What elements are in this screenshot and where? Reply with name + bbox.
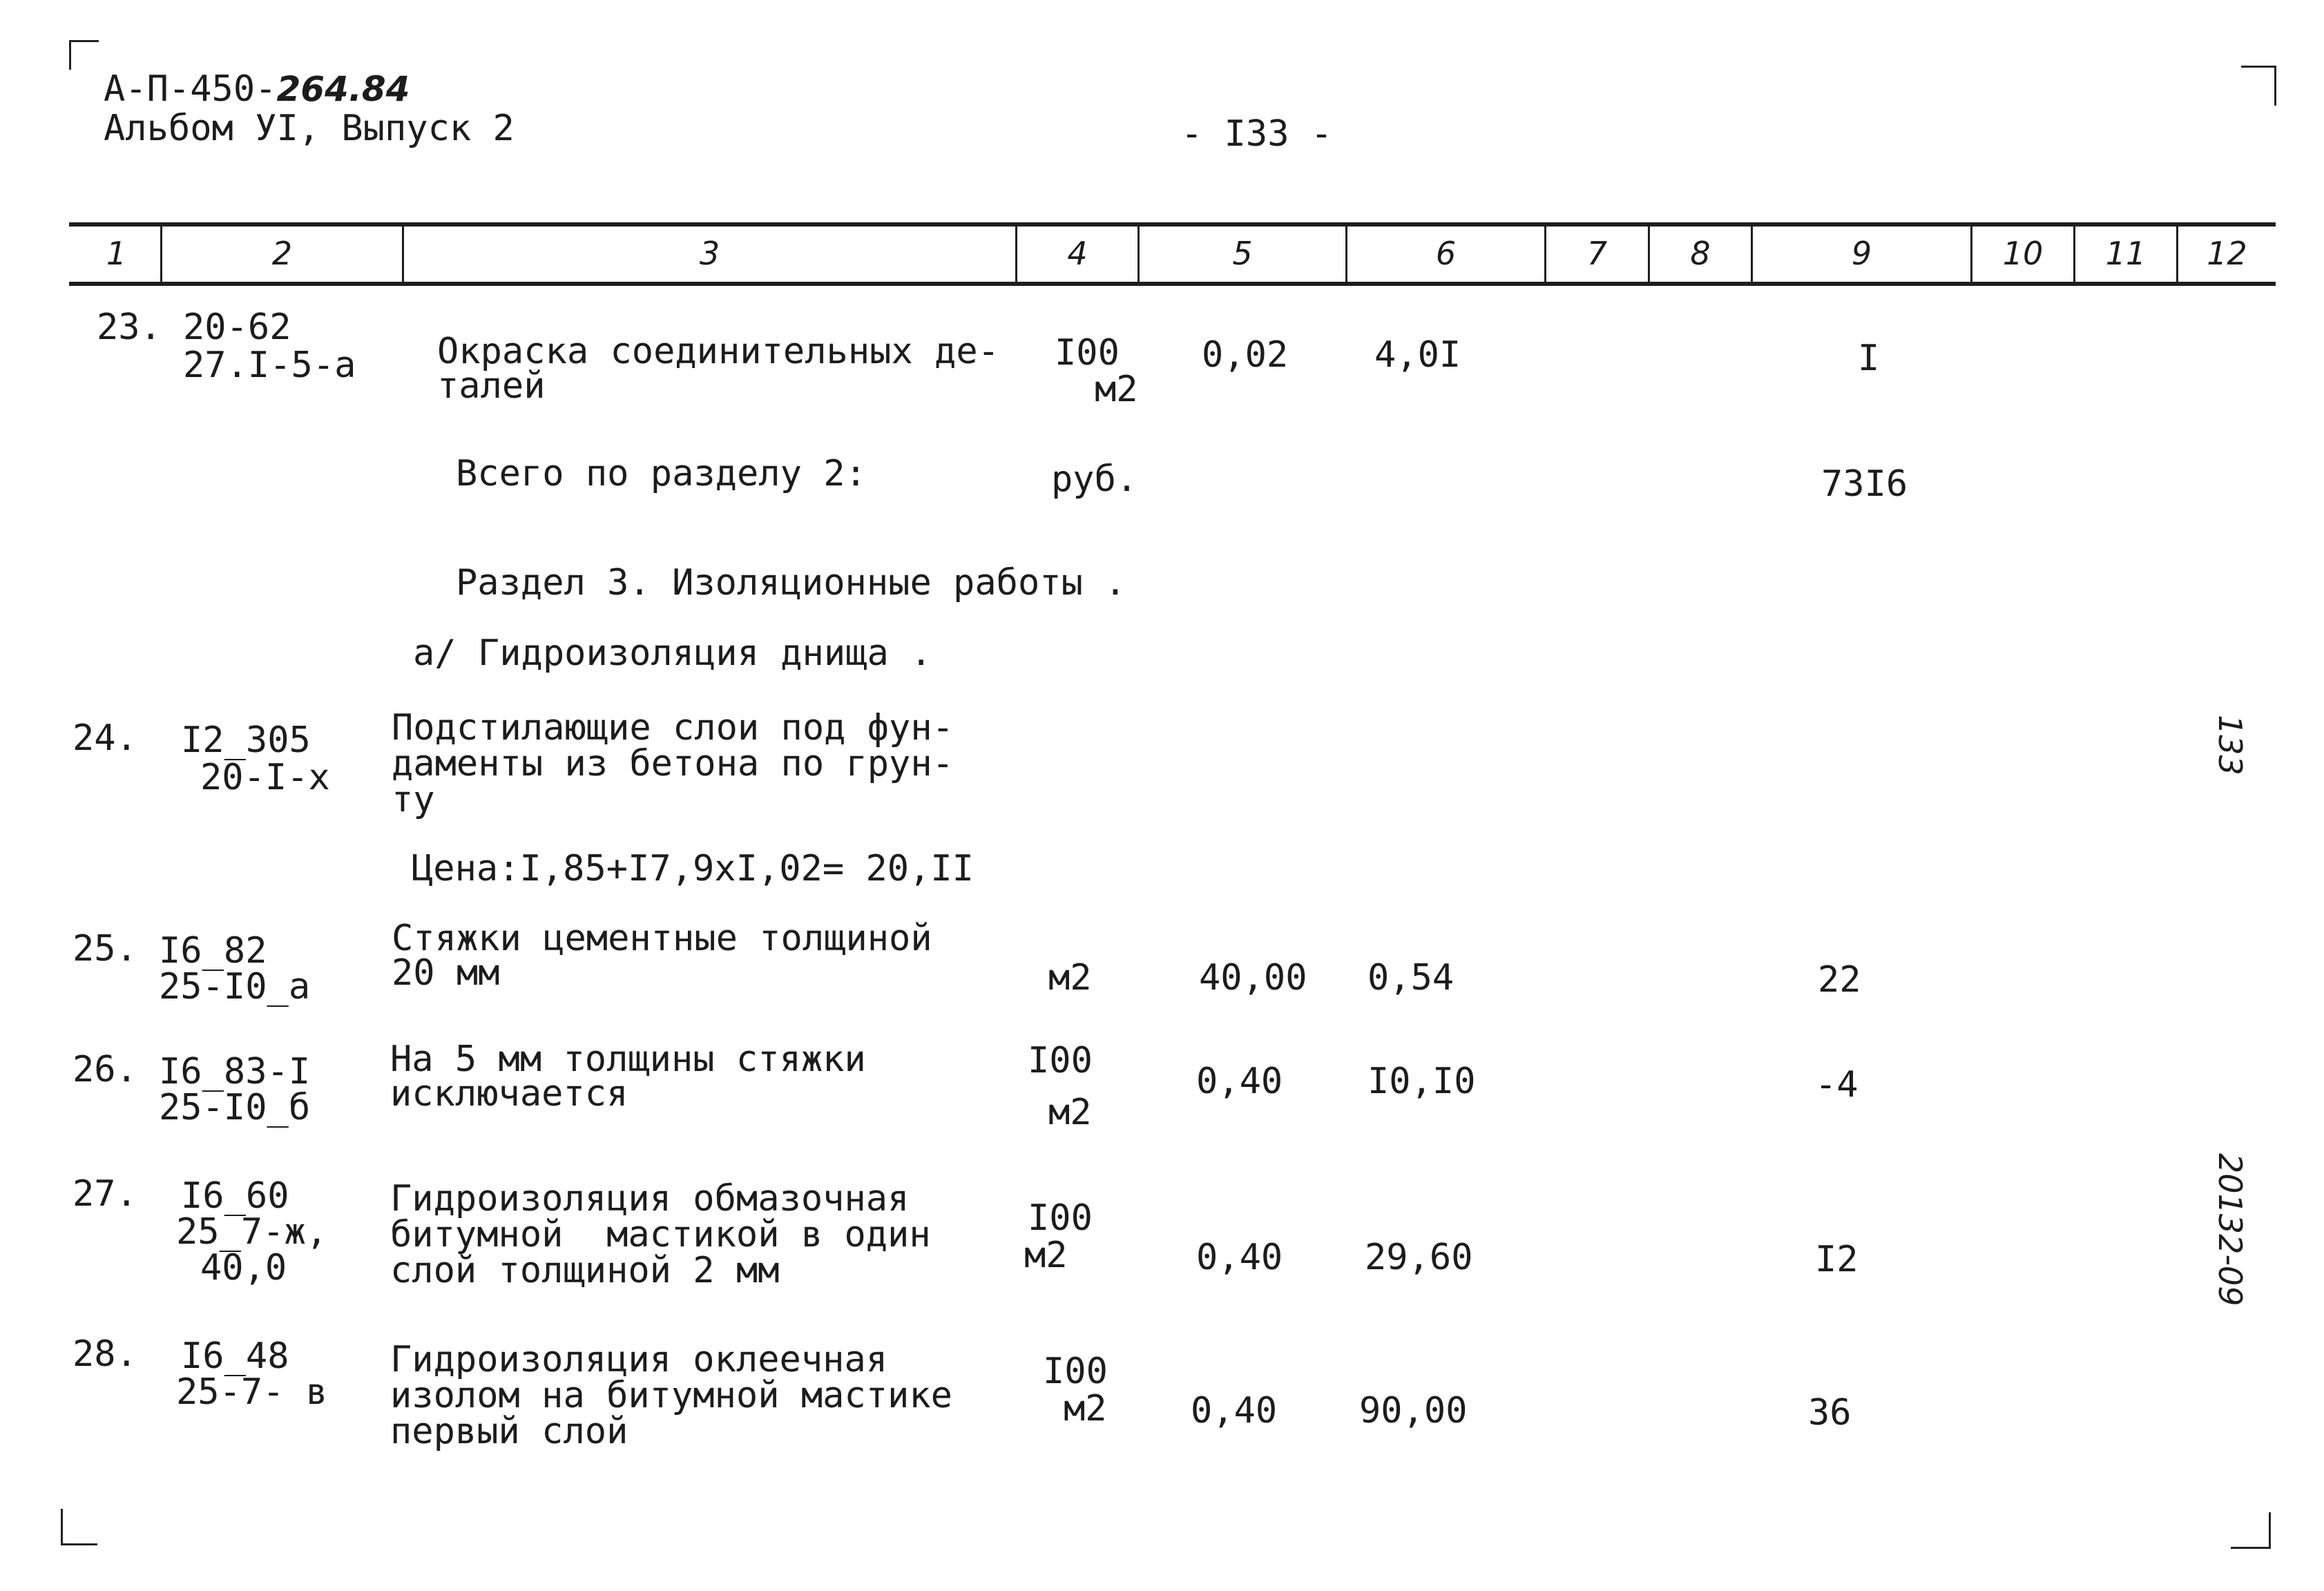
row-value-col5: 40,00 — [1199, 957, 1307, 999]
row-description: битумной мастикой в один — [390, 1214, 931, 1255]
row-code: I6_48 — [181, 1336, 289, 1377]
row-description: изолом на битумной мастике — [390, 1375, 952, 1416]
row-unit: м2 — [1048, 957, 1092, 999]
price-formula: Цена:I,85+I7,9хI,02= 20,II — [412, 848, 974, 889]
column-number: 6 — [1435, 235, 1457, 272]
column-number: 1 — [106, 235, 127, 272]
row-code: 40,0 — [200, 1247, 287, 1289]
document-code-printed: А-П-450- — [104, 68, 277, 110]
total-label: Всего по разделу 2: — [456, 453, 867, 494]
column-number: 12 — [2207, 235, 2247, 272]
column-number: 7 — [1586, 235, 1608, 272]
row-value-col9: -4 — [1815, 1064, 1859, 1106]
row-description: 20 мм — [392, 952, 500, 994]
margin-page-number: 133 — [2211, 715, 2249, 775]
row-code: I6_83-I — [159, 1051, 311, 1092]
row-description: Гидроизоляция обмазочная — [390, 1178, 910, 1219]
corner-mark-bottom-right — [2231, 1512, 2271, 1549]
row-unit: м2 — [1048, 1092, 1092, 1133]
column-number: 8 — [1690, 235, 1711, 272]
row-description: даменты из бетона по грун- — [392, 743, 954, 784]
row-unit: м2 — [1024, 1235, 1068, 1276]
document-code — [104, 68, 410, 110]
row-unit: I00 — [1028, 1197, 1093, 1239]
row-value-col6: 0,54 — [1367, 957, 1454, 999]
row-description: Стяжки цементные толщиной — [392, 918, 932, 959]
margin-document-number: 20132-09 — [2211, 1153, 2249, 1306]
row-unit: м2 — [1064, 1388, 1107, 1429]
row-number: 25. — [73, 928, 137, 970]
section-title: Раздел 3. Изоляционные работы . — [456, 562, 1126, 604]
row-unit: I00 — [1055, 332, 1120, 374]
corner-mark-bottom-left — [61, 1509, 97, 1545]
total-unit: руб. — [1051, 459, 1138, 500]
row-number: 26. — [73, 1049, 137, 1090]
page-number: - I33 - — [1181, 113, 1333, 155]
column-number: 4 — [1067, 235, 1088, 272]
column-number: 10 — [2002, 235, 2044, 272]
row-value-col5: 0,02 — [1202, 334, 1289, 376]
total-value: 73I6 — [1821, 463, 1908, 505]
row-unit: I00 — [1043, 1351, 1108, 1392]
row-value-col6: 4,0I — [1374, 334, 1461, 376]
row-value-col9: I2 — [1815, 1239, 1859, 1280]
column-number: 5 — [1232, 235, 1253, 272]
row-unit: м2 — [1095, 369, 1138, 410]
row-description: ту — [392, 779, 435, 820]
row-code: 27.I-5-а — [183, 345, 356, 386]
row-code: 20-I-х — [200, 757, 330, 798]
row-description: Окраска соединительных де- — [437, 331, 999, 372]
column-number: 9 — [1851, 235, 1872, 272]
row-code: I6_82 — [159, 930, 267, 972]
row-description: Гидроизоляция оклеечная — [390, 1339, 888, 1380]
row-description: На 5 мм толщины стяжки — [390, 1039, 866, 1080]
section-subtitle: а/ Гидроизоляция днища . — [413, 633, 932, 674]
row-description: Подстилающие слои под фун- — [392, 707, 954, 749]
row-code: 25-I0_а — [159, 966, 311, 1007]
row-description: первый слой — [390, 1411, 628, 1452]
row-code: 20-62 — [183, 307, 291, 348]
table-header-bottom-rule — [69, 282, 2276, 286]
column-number: 11 — [2105, 235, 2147, 272]
row-unit: I00 — [1028, 1040, 1093, 1081]
corner-mark-top-right — [2241, 66, 2276, 106]
row-code: 25-I0_б — [159, 1087, 311, 1128]
row-number: 23. — [97, 307, 162, 348]
row-value-col9: I — [1858, 338, 1880, 379]
row-value-col9: 36 — [1808, 1392, 1852, 1434]
row-value-col6: 90,00 — [1359, 1390, 1468, 1431]
row-code: I2_305 — [181, 720, 311, 761]
row-value-col5: 0,40 — [1196, 1061, 1283, 1102]
row-description: талей — [437, 365, 546, 407]
row-value-col9: 22 — [1818, 959, 1861, 1001]
corner-mark-top-left — [69, 40, 99, 70]
document-code-handwritten: 264.84 — [276, 69, 410, 109]
row-description: исключается — [390, 1073, 628, 1115]
row-code: I6_60 — [181, 1175, 289, 1217]
row-value-col6: 29,60 — [1365, 1237, 1473, 1278]
row-description: слой толщиной 2 мм — [390, 1250, 780, 1291]
row-number: 27. — [73, 1173, 137, 1215]
row-code: 25-7- в — [176, 1371, 328, 1413]
column-number: 3 — [699, 235, 720, 272]
album-title: Альбом УI, Выпуск 2 — [104, 108, 515, 149]
row-number: 28. — [73, 1333, 137, 1375]
row-value-col6: I0,I0 — [1367, 1061, 1476, 1102]
row-number: 24. — [73, 717, 137, 759]
row-value-col5: 0,40 — [1196, 1237, 1283, 1278]
row-code: 25_7-ж, — [176, 1211, 328, 1253]
table-top-rule — [69, 222, 2276, 226]
row-value-col5: 0,40 — [1191, 1390, 1278, 1431]
column-number: 2 — [271, 235, 293, 272]
